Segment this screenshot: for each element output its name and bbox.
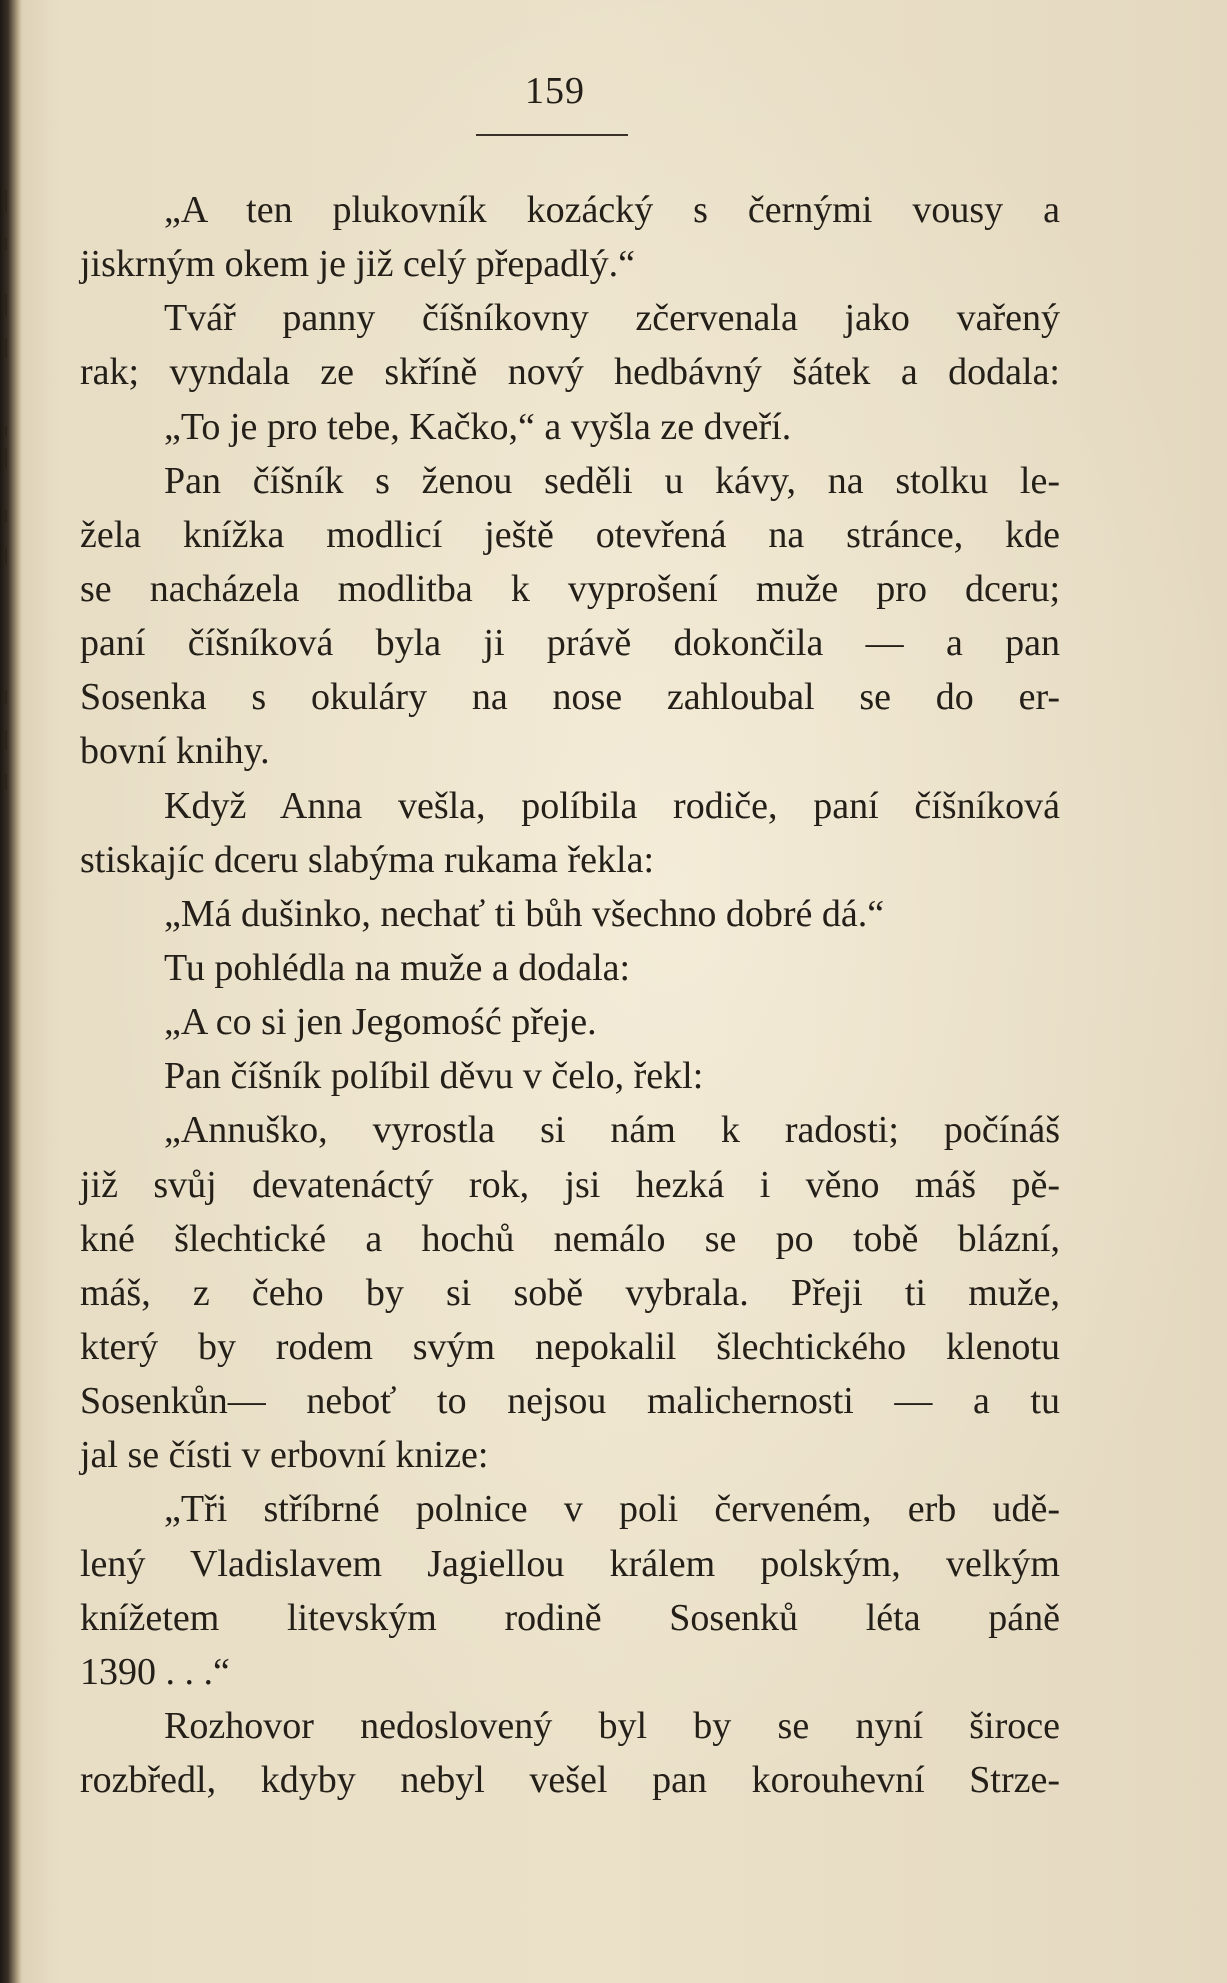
- text-line: paní číšníková byla ji právě dokončila — a pan: [80, 622, 1060, 665]
- text-line: Rozhovor nedoslovený byl by se nyní široce: [164, 1704, 1060, 1747]
- text-line: Sosenka s okuláry na nose zahloubal se do er-: [80, 676, 1060, 719]
- text-line: knížetem litevským rodině Sosenků léta páně: [80, 1596, 1060, 1639]
- text-line: Když Anna vešla, políbila rodiče, paní číšníková: [164, 784, 1060, 827]
- text-line: lený Vladislavem Jagiellou králem polským, velkým: [80, 1542, 1060, 1585]
- text-line: Pan číšník políbil děvu v čelo, řekl:: [164, 1055, 704, 1098]
- text-line: „Annuško, vyrostla si nám k radosti; počínáš: [164, 1109, 1060, 1152]
- text-line: již svůj devatenáctý rok, jsi hezká i věno máš pě-: [80, 1163, 1060, 1206]
- text-line: „A co si jen Jegomość přeje.: [164, 1001, 597, 1044]
- page-number: 159: [525, 70, 585, 112]
- gutter-marks: [0, 190, 18, 1010]
- text-line: který by rodem svým nepokalil šlechtického klenotu: [80, 1325, 1060, 1368]
- body-text: [80, 183, 1060, 1807]
- text-line: „A ten plukovník kozácký s černými vousy a: [164, 189, 1060, 231]
- text-line: 1390 . . .“: [80, 1650, 230, 1693]
- text-line: stiskajíc dceru slabýma rukama řekla:: [80, 838, 655, 881]
- text-line: „Má dušinko, nechať ti bůh všechno dobré dá.“: [164, 892, 885, 935]
- text-line: máš, z čeho by si sobě vybrala. Přeji ti muže,: [80, 1271, 1060, 1314]
- text-line: se nacházela modlitba k vyprošení muže pro dceru;: [80, 567, 1060, 610]
- text-line: „Tři stříbrné polnice v poli červeném, erb udě-: [164, 1488, 1060, 1531]
- text-line: Sosenkůn— neboť to nejsou malichernosti — a tu: [80, 1380, 1060, 1423]
- text-line: „To je pro tebe, Kačko,“ a vyšla ze dveří.: [164, 405, 792, 448]
- text-line: Tvář panny číšníkovny zčervenala jako vařený: [164, 297, 1060, 340]
- text-line: žela knížka modlicí ještě otevřená na stránce, kde: [80, 513, 1060, 556]
- text-line: rozbředl, kdyby nebyl vešel pan korouhevní Strze-: [80, 1759, 1060, 1802]
- text-line: kné šlechtické a hochů nemálo se po tobě blázní,: [80, 1217, 1060, 1260]
- text-line: rak; vyndala ze skříně nový hedbávný šátek a dodala:: [80, 351, 1060, 394]
- text-line: Tu pohlédla na muže a dodala:: [164, 946, 631, 989]
- text-line: bovní knihy.: [80, 730, 270, 773]
- text-line: jiskrným okem je již celý přepadlý.“: [80, 243, 636, 286]
- text-line: Pan číšník s ženou seděli u kávy, na stolku le-: [164, 459, 1060, 502]
- text-line: jal se čísti v erbovní knize:: [80, 1434, 489, 1477]
- page-number-rule: [476, 134, 628, 136]
